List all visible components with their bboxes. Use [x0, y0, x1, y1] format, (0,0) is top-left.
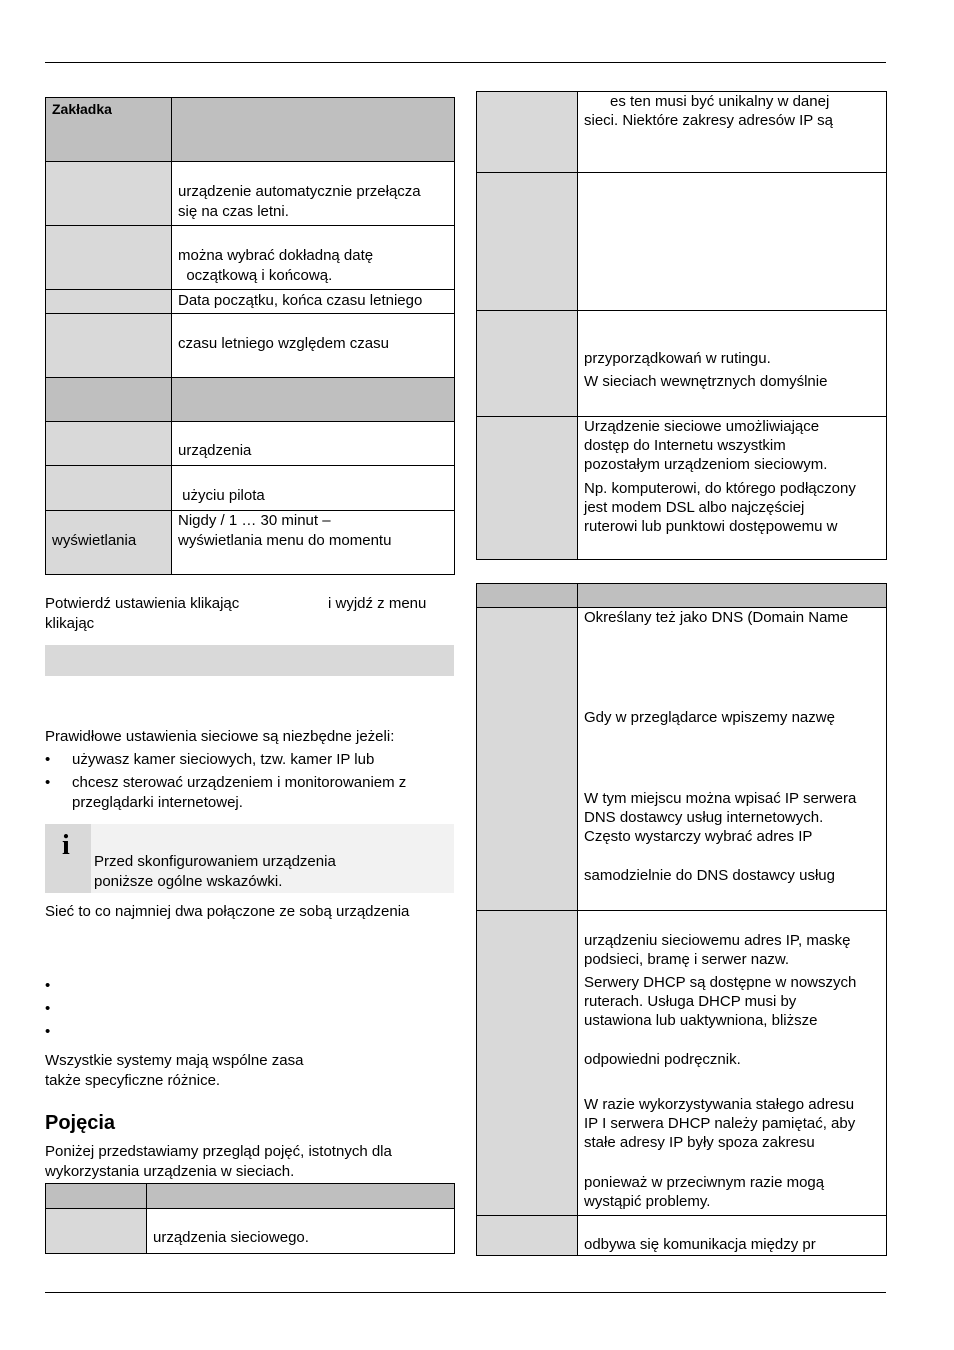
right-table-1 [476, 91, 887, 560]
cell-text: IP I serwera DHCP należy pamiętać, aby [584, 1115, 856, 1132]
table-row [46, 378, 455, 422]
cell-text: stałe adresy IP były spoza zakresu [584, 1134, 815, 1151]
info-text: poniższe ogólne wskazówki. [94, 873, 283, 890]
bullet-dot: • [45, 751, 51, 768]
right-table-2 [476, 583, 887, 1256]
cell-text: W tym miejscu można wpisać IP serwera [584, 790, 857, 807]
table-row [46, 314, 455, 378]
cell-text: sieci. Niektóre zakresy adresów IP są [584, 112, 833, 129]
bullet-text: chcesz sterować urządzeniem i monitorowaniem z [72, 774, 407, 791]
cell-text: ustawiona lub uaktywniona, bliższe [584, 1012, 818, 1029]
table-row [46, 290, 455, 314]
terms-intro: wykorzystania urządzenia w sieciach. [45, 1163, 295, 1180]
systems-text: Wszystkie systemy mają wspólne zasa [45, 1052, 304, 1069]
cell-text: użyciu pilota [178, 487, 265, 504]
cell-text: urządzenia [178, 442, 252, 459]
cell-text: odbywa się komunikacja między pr [584, 1236, 816, 1253]
cell-text: DNS dostawcy usług internetowych. [584, 809, 824, 826]
bullet-dot: • [45, 774, 51, 791]
terms-table [45, 1183, 455, 1254]
info-box [45, 824, 454, 893]
bullet-text: przeglądarki internetowej. [72, 794, 243, 811]
bullet-dot: • [45, 1000, 51, 1017]
table-row [477, 173, 887, 311]
cell-text: Określany też jako DNS (Domain Name [584, 609, 849, 626]
cell-text: ruterach. Usługa DHCP musi by [584, 993, 797, 1010]
cell-text: wyświetlania menu do momentu [178, 532, 392, 549]
terms-heading: Pojęcia [45, 1112, 116, 1134]
cell-label: wyświetlania [52, 532, 137, 549]
settings-table [45, 97, 455, 575]
table-row [477, 417, 887, 560]
cell-text: Często wystarczy wybrać adres IP [584, 828, 813, 845]
terms-intro: Poniżej przedstawiamy przegląd pojęć, istotnych dla [45, 1143, 392, 1160]
cell-text: oczątkową i końcową. [178, 267, 333, 284]
cell-text: Nigdy / 1 … 30 minut – [178, 512, 331, 529]
cell-text: Np. komputerowi, do którego podłączony [584, 480, 856, 497]
table-row [46, 466, 455, 511]
cell-text: pozostałym urządzeniom sieciowym. [584, 456, 828, 473]
table-row [477, 911, 887, 1216]
cell-text: przyporządkowań w rutingu. [584, 350, 771, 367]
cell-text: odpowiedni podręcznik. [584, 1051, 741, 1068]
cell-text: czasu letniego względem czasu [178, 335, 389, 352]
cell-text: się na czas letni. [178, 203, 289, 220]
table-row [46, 162, 455, 226]
top-rule [45, 62, 886, 63]
confirm-text-a: Potwierdź ustawienia klikając [45, 595, 240, 612]
table-row [477, 608, 887, 911]
cell-text: dostęp do Internetu wszystkim [584, 437, 786, 454]
cell-text: Gdy w przeglądarce wpiszemy nazwę [584, 709, 835, 726]
cell-text: urządzeniu sieciowemu adres IP, maskę [584, 932, 851, 949]
table-row [477, 311, 887, 417]
table-row [477, 92, 887, 173]
bottom-rule [45, 1292, 886, 1293]
table-header-tab: Zakładka [52, 101, 112, 117]
cell-text: jest modem DSL albo najczęściej [584, 499, 805, 516]
cell-text: Urządzenie sieciowe umożliwiające [584, 418, 820, 435]
confirm-text-b: i wyjdź z menu [328, 595, 427, 612]
cell-text: urządzenia sieciowego. [153, 1229, 309, 1246]
cell-text: W razie wykorzystywania stałego adresu [584, 1096, 855, 1113]
table-row [46, 511, 455, 575]
network-intro: Prawidłowe ustawienia sieciowe są niezbędne jeżeli: [45, 728, 395, 745]
network-definition: Sieć to co najmniej dwa połączone ze sobą urządzenia [45, 903, 410, 920]
info-text: Przed skonfigurowaniem urządzenia [94, 853, 336, 870]
cell-text: Serwery DHCP są dostępne w nowszych [584, 974, 857, 991]
section-bar [45, 645, 454, 676]
table-row [46, 422, 455, 466]
table-row [46, 1209, 455, 1254]
cell-text: ruterowi lub punktowi dostępowemu w [584, 518, 838, 535]
cell-text: urządzenie automatycznie przełącza [178, 183, 421, 200]
cell-text: Data początku, końca czasu letniego [178, 292, 423, 309]
confirm-text-c: klikając [45, 615, 95, 632]
cell-text: W sieciach wewnętrznych domyślnie [584, 373, 828, 390]
systems-text: także specyficzne różnice. [45, 1072, 221, 1089]
bullet-dot: • [45, 1023, 51, 1040]
cell-text: wystąpić problemy. [584, 1193, 711, 1210]
table-row [46, 226, 455, 290]
cell-text: samodzielnie do DNS dostawcy usług [584, 867, 835, 884]
info-icon: i [45, 824, 91, 893]
table-row [477, 1216, 887, 1256]
cell-text: można wybrać dokładną datę [178, 247, 374, 264]
cell-text: podsieci, bramę i serwer nazw. [584, 951, 790, 968]
bullet-text: używasz kamer sieciowych, tzw. kamer IP lub [72, 751, 375, 768]
bullet-dot: • [45, 977, 51, 994]
cell-text: ponieważ w przeciwnym razie mogą [584, 1174, 825, 1191]
cell-text: es ten musi być unikalny w danej [610, 93, 830, 110]
